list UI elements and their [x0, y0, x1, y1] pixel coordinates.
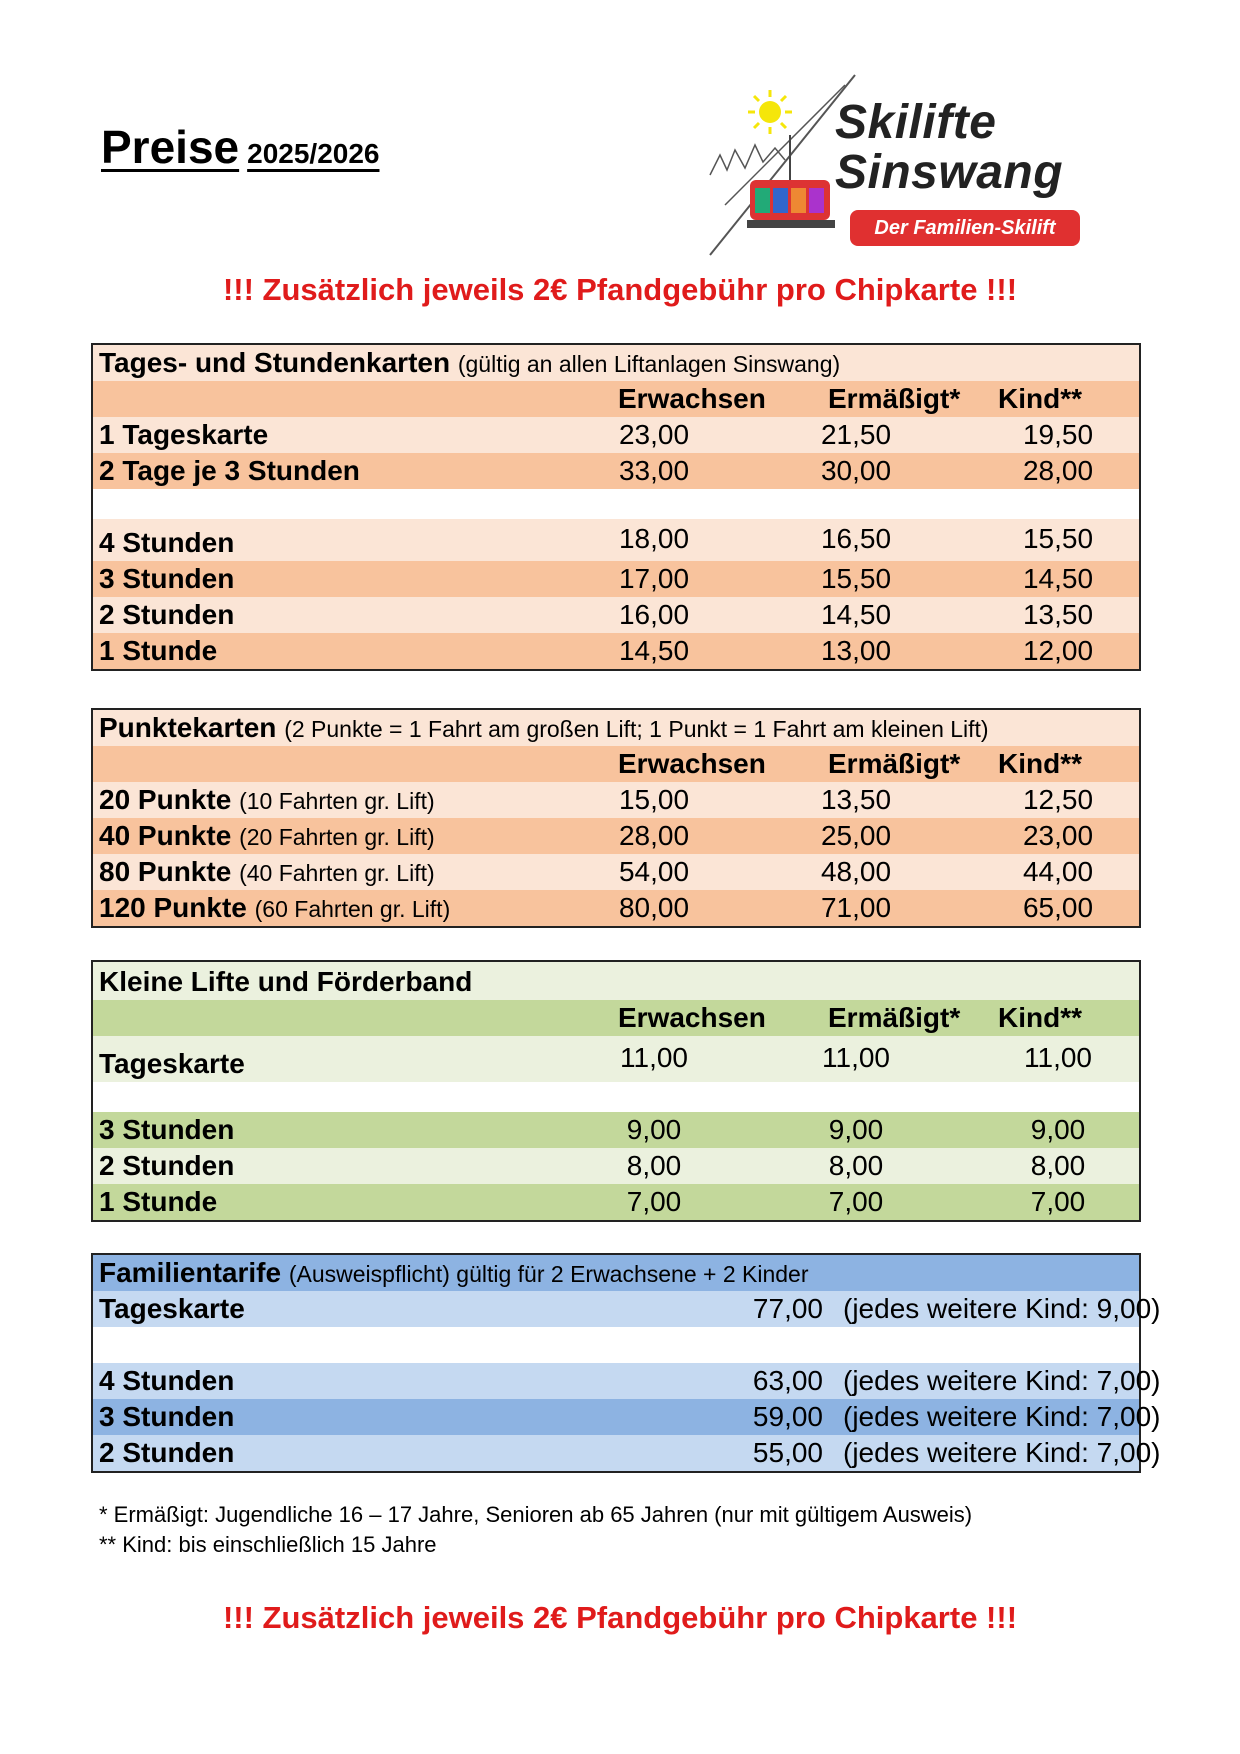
- row-label: [99, 856, 435, 888]
- spacer-row: [93, 489, 1139, 519]
- price-reduced: 71,00: [820, 892, 892, 923]
- price-adult: 54,00: [618, 856, 690, 887]
- price-adult: 16,00: [618, 599, 690, 630]
- row-label-text: 120 Punkte: [99, 892, 247, 923]
- table-row: [93, 633, 1139, 669]
- col-reduced: Ermäßigt*: [828, 748, 961, 779]
- footnote-child: ** Kind: bis einschließlich 15 Jahre: [99, 1532, 437, 1557]
- table-title-text: Tages- und Stundenkarten: [99, 347, 451, 378]
- row-label: 1 Stunde: [99, 635, 218, 666]
- logo: [705, 70, 1105, 260]
- table-row: [93, 890, 1139, 926]
- price-adult: 28,00: [618, 820, 690, 851]
- price-reduced: 11,00: [822, 1042, 890, 1073]
- price-child: 15,50: [1022, 523, 1094, 554]
- table-subtitle: (gültig an allen Liftanlagen Sinswang): [457, 351, 841, 377]
- price-reduced: 48,00: [820, 856, 892, 887]
- price-reduced: 7,00: [828, 1186, 884, 1217]
- table-title-row: [93, 710, 1139, 746]
- family-price: 77,00: [752, 1293, 823, 1324]
- price-child: 12,00: [1022, 635, 1094, 666]
- price-child: 19,50: [1022, 419, 1094, 450]
- price-child: 14,50: [1022, 563, 1094, 594]
- row-label: 4 Stunden: [99, 527, 235, 558]
- table-row: [93, 1435, 1161, 1471]
- price-child: 11,00: [1024, 1042, 1092, 1073]
- price-reduced: 9,00: [828, 1114, 884, 1145]
- row-label: 3 Stunden: [99, 1114, 235, 1145]
- footnotes: [99, 1500, 972, 1560]
- day-hour-table: [91, 343, 1141, 671]
- row-note: (20 Fahrten gr. Lift): [239, 824, 435, 850]
- row-label-text: 80 Punkte: [99, 856, 232, 887]
- price-child: 7,00: [1030, 1186, 1086, 1217]
- price-adult: 23,00: [618, 419, 690, 450]
- row-label: [99, 784, 435, 816]
- row-label: [99, 892, 450, 924]
- col-adult: Erwachsen: [618, 383, 766, 414]
- row-label: 3 Stunden: [99, 563, 235, 594]
- price-child: 28,00: [1022, 455, 1094, 486]
- row-label: 3 Stunden: [99, 1401, 235, 1432]
- col-child: Kind**: [998, 1002, 1082, 1033]
- table-title: [99, 712, 989, 744]
- column-header-row: [93, 1000, 1139, 1036]
- small-lifts-table: [91, 960, 1141, 1222]
- price-adult: 17,00: [618, 563, 690, 594]
- col-adult: Erwachsen: [618, 748, 766, 779]
- table-row: [93, 1112, 1139, 1148]
- logo-tagline: Der Familien-Skilift: [850, 210, 1080, 246]
- row-label: Tageskarte: [99, 1293, 245, 1324]
- price-child: 13,50: [1022, 599, 1094, 630]
- price-reduced: 13,50: [820, 784, 892, 815]
- price-reduced: 13,00: [820, 635, 892, 666]
- family-extra-child: (jedes weitere Kind: 9,00): [843, 1293, 1161, 1324]
- price-reduced: 25,00: [820, 820, 892, 851]
- table-title: Kleine Lifte und Förderband: [99, 966, 473, 997]
- row-note: (60 Fahrten gr. Lift): [254, 896, 451, 922]
- price-adult: 80,00: [618, 892, 690, 923]
- family-extra-child: (jedes weitere Kind: 7,00): [843, 1401, 1161, 1432]
- page-title: [101, 120, 379, 174]
- family-extra-child: (jedes weitere Kind: 7,00): [843, 1365, 1161, 1396]
- price-child: 44,00: [1022, 856, 1094, 887]
- price-child: 23,00: [1022, 820, 1094, 851]
- table-row: [93, 1036, 1139, 1082]
- table-title-text: Familientarife: [99, 1257, 282, 1288]
- price-reduced: 8,00: [828, 1150, 884, 1181]
- col-reduced: Ermäßigt*: [828, 1002, 961, 1033]
- spacer-row: [93, 1327, 1139, 1363]
- row-label: Tageskarte: [99, 1048, 245, 1079]
- table-row: [93, 854, 1139, 890]
- logo-brand: [835, 98, 1063, 198]
- logo-line1: Skilifte: [835, 96, 997, 149]
- col-adult: Erwachsen: [618, 1002, 766, 1033]
- family-price: 63,00: [752, 1365, 823, 1396]
- table-row: [93, 453, 1139, 489]
- family-table: [91, 1253, 1161, 1473]
- row-label: 4 Stunden: [99, 1365, 235, 1396]
- spacer-row: [93, 1082, 1139, 1112]
- table-row: [93, 519, 1139, 561]
- footnote-reduced: * Ermäßigt: Jugendliche 16 – 17 Jahre, Senioren ab 65 Jahren (nur mit gültigem Ausweis): [99, 1502, 973, 1527]
- row-label: 2 Stunden: [99, 1437, 235, 1468]
- row-label: 1 Stunde: [99, 1186, 218, 1217]
- price-child: 12,50: [1022, 784, 1094, 815]
- row-label: 2 Tage je 3 Stunden: [99, 455, 360, 486]
- price-adult: 8,00: [626, 1150, 682, 1181]
- price-child: 65,00: [1022, 892, 1094, 923]
- price-reduced: 14,50: [820, 599, 892, 630]
- table-title-row: [93, 345, 1139, 381]
- price-child: 9,00: [1030, 1114, 1086, 1145]
- deposit-notice-top: !!! Zusätzlich jeweils 2€ Pfandgebühr pro Chipkarte !!!: [222, 272, 1018, 307]
- deposit-notice-bottom: !!! Zusätzlich jeweils 2€ Pfandgebühr pro Chipkarte !!!: [222, 1600, 1018, 1635]
- points-table: [91, 708, 1141, 928]
- row-label-text: 20 Punkte: [99, 784, 232, 815]
- table-row: [93, 1399, 1161, 1435]
- price-reduced: 30,00: [820, 455, 892, 486]
- table-title-row: [93, 1255, 1139, 1291]
- price-adult: 14,50: [618, 635, 690, 666]
- row-label: 2 Stunden: [99, 1150, 235, 1181]
- price-adult: 11,00: [620, 1042, 688, 1073]
- price-adult: 15,00: [618, 784, 690, 815]
- row-label: 2 Stunden: [99, 599, 235, 630]
- col-child: Kind**: [998, 383, 1082, 414]
- column-header-row: [93, 381, 1139, 417]
- table-title: [99, 347, 840, 379]
- price-adult: 33,00: [618, 455, 690, 486]
- season-text: 2025/2026: [247, 138, 380, 169]
- family-price: 59,00: [752, 1401, 823, 1432]
- table-row: [93, 561, 1139, 597]
- table-row: [93, 818, 1139, 854]
- table-row: [93, 597, 1139, 633]
- col-child: Kind**: [998, 748, 1082, 779]
- price-adult: 18,00: [618, 523, 690, 554]
- table-title: [99, 1257, 809, 1289]
- title-text: Preise: [101, 121, 240, 173]
- table-title-row: [93, 962, 1139, 1000]
- row-label: [99, 820, 435, 852]
- row-label-text: 40 Punkte: [99, 820, 232, 851]
- price-reduced: 15,50: [820, 563, 892, 594]
- row-note: (40 Fahrten gr. Lift): [239, 860, 435, 886]
- table-row: [93, 1363, 1161, 1399]
- table-row: [93, 1184, 1139, 1220]
- table-subtitle: (2 Punkte = 1 Fahrt am großen Lift; 1 Punkt = 1 Fahrt am kleinen Lift): [284, 716, 989, 742]
- table-row: [93, 1148, 1139, 1184]
- family-extra-child: (jedes weitere Kind: 7,00): [843, 1437, 1161, 1468]
- col-reduced: Ermäßigt*: [828, 383, 961, 414]
- table-row: [93, 417, 1139, 453]
- price-adult: 9,00: [626, 1114, 682, 1145]
- family-price: 55,00: [752, 1437, 823, 1468]
- price-adult: 7,00: [626, 1186, 682, 1217]
- row-note: (10 Fahrten gr. Lift): [239, 788, 435, 814]
- price-child: 8,00: [1030, 1150, 1086, 1181]
- logo-line2: Sinswang: [835, 146, 1064, 199]
- table-row: [93, 1291, 1161, 1327]
- price-reduced: 21,50: [820, 419, 892, 450]
- table-title-text: Punktekarten: [99, 712, 277, 743]
- table-subtitle: (Ausweispflicht) gültig für 2 Erwachsene + 2 Kinder: [288, 1261, 809, 1287]
- table-row: [93, 782, 1139, 818]
- column-header-row: [93, 746, 1139, 782]
- row-label: 1 Tageskarte: [99, 419, 269, 450]
- price-reduced: 16,50: [820, 523, 892, 554]
